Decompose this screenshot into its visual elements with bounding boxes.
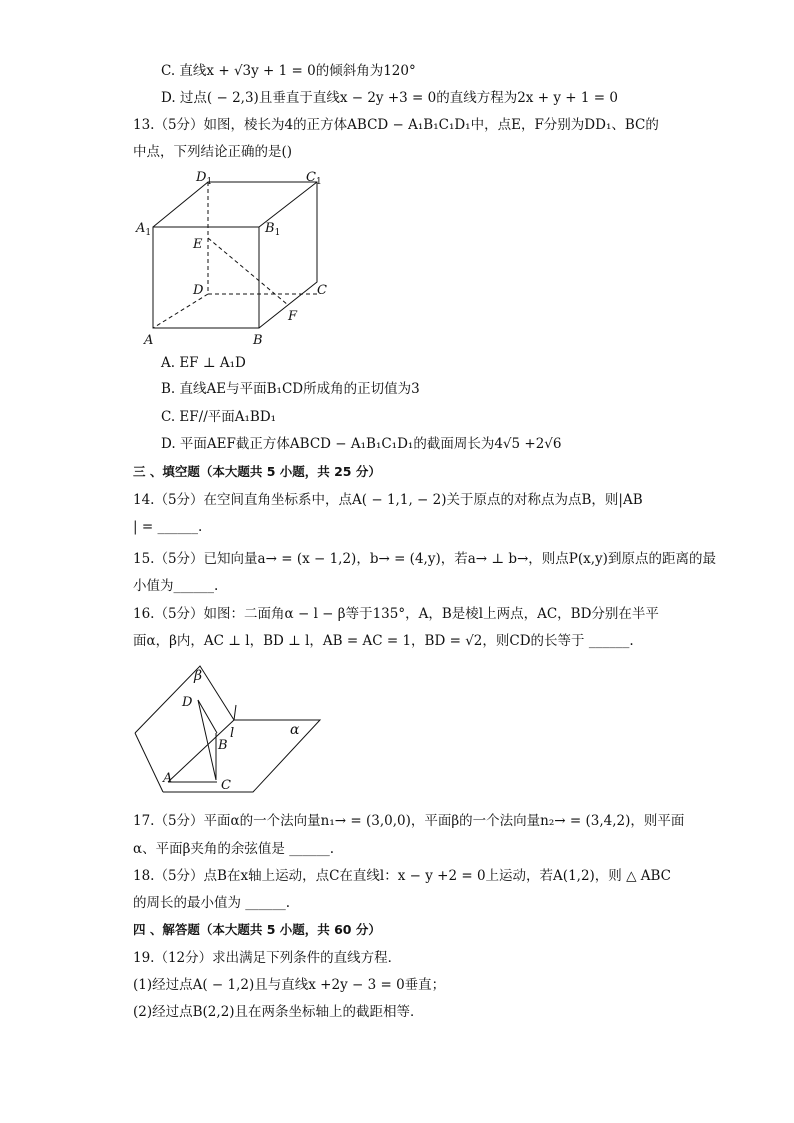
option-c-13: C. EF//平面A₁BD₁ bbox=[161, 409, 277, 425]
question-16-line1: 16.（5分）如图：二面角α − l − β等于135°，A，B是棱l上两点，AC，BD分别在半平 bbox=[133, 606, 659, 622]
option-c-12: C. 直线x + √3y + 1 = 0的倾斜角为120° bbox=[161, 63, 416, 79]
question-18-line1: 18.（5分）点B在x轴上运动，点C在直线l：x − y +2 = 0上运动，若A(1,2)，则 △ ABC bbox=[133, 868, 672, 884]
question-14-line2: | = ______. bbox=[133, 519, 203, 535]
option-d-13: D. 平面AEF截正方体ABCD − A₁B₁C₁D₁的截面周长为4√5 +2√6 bbox=[161, 436, 562, 452]
label-c1: $C_1$ bbox=[306, 170, 322, 187]
label-l: l bbox=[230, 726, 235, 741]
dihedral-figure bbox=[130, 660, 330, 800]
question-19-part1: (1)经过点A( − 1,2)且与直线x +2y − 3 = 0垂直； bbox=[133, 977, 446, 993]
option-d-12: D. 过点( − 2,3)且垂直于直线x − 2y +3 = 0的直线方程为2x + y + 1 = 0 bbox=[161, 90, 618, 106]
label-a: A bbox=[144, 333, 154, 348]
question-19-line1: 19.（12分）求出满足下列条件的直线方程． bbox=[133, 950, 402, 966]
option-a-13: A. EF ⊥ A₁D bbox=[161, 355, 246, 371]
section-3-heading: 三 、填空题（本大题共 5 小题，共 25 分） bbox=[133, 464, 381, 479]
question-13-line2: 中点，下列结论正确的是() bbox=[133, 144, 293, 160]
question-14-line1: 14.（5分）在空间直角坐标系中，点A( − 1,1, − 2)关于原点的对称点为点B，则|AB bbox=[133, 492, 643, 508]
question-17-line2: α、平面β夹角的余弦值是 ______. bbox=[133, 841, 335, 857]
question-16-line2: 面α，β内，AC ⊥ l，BD ⊥ l，AB = AC = 1，BD = √2，则CD的长等于 ______. bbox=[133, 633, 634, 649]
label-beta: β bbox=[194, 668, 203, 684]
question-15-line1: 15.（5分）已知向量a→ = (x − 1,2)，b→ = (4,y)，若a→ ⊥ b→，则点P(x,y)到原点的距离的最 bbox=[133, 551, 716, 567]
label-c-16: C bbox=[221, 778, 231, 793]
question-18-line2: 的周长的最小值为 ______. bbox=[133, 895, 291, 911]
label-b-16: B bbox=[218, 738, 228, 753]
label-b1: $B_1$ bbox=[265, 221, 281, 238]
question-15-line2: 小值为______. bbox=[133, 578, 219, 594]
question-13-line1: 13.（5分）如图，棱长为4的正方体ABCD − A₁B₁C₁D₁中，点E，F分别为DD₁、BC的 bbox=[133, 117, 659, 133]
label-a-16: A bbox=[163, 771, 173, 786]
label-f: F bbox=[288, 309, 298, 324]
question-17-line1: 17.（5分）平面α的一个法向量n₁→ = (3,0,0)，平面β的一个法向量n₂→ = (3,4,2)，则平面 bbox=[133, 813, 685, 829]
cube-figure bbox=[130, 166, 330, 351]
label-b: B bbox=[253, 333, 263, 348]
label-e: E bbox=[193, 237, 203, 252]
label-d: D bbox=[193, 283, 204, 298]
label-a1: $A_1$ bbox=[136, 221, 152, 238]
section-4-heading: 四 、解答题（本大题共 5 小题，共 60 分） bbox=[133, 922, 381, 937]
option-b-13: B. 直线AE与平面B₁CD所成角的正切值为3 bbox=[161, 381, 420, 397]
question-19-part2: (2)经过点B(2,2)且在两条坐标轴上的截距相等． bbox=[133, 1004, 424, 1020]
label-c: C bbox=[317, 283, 327, 298]
label-d-16: D bbox=[182, 695, 193, 710]
label-d1: $D_1$ bbox=[196, 170, 213, 187]
label-alpha: α bbox=[290, 722, 300, 738]
